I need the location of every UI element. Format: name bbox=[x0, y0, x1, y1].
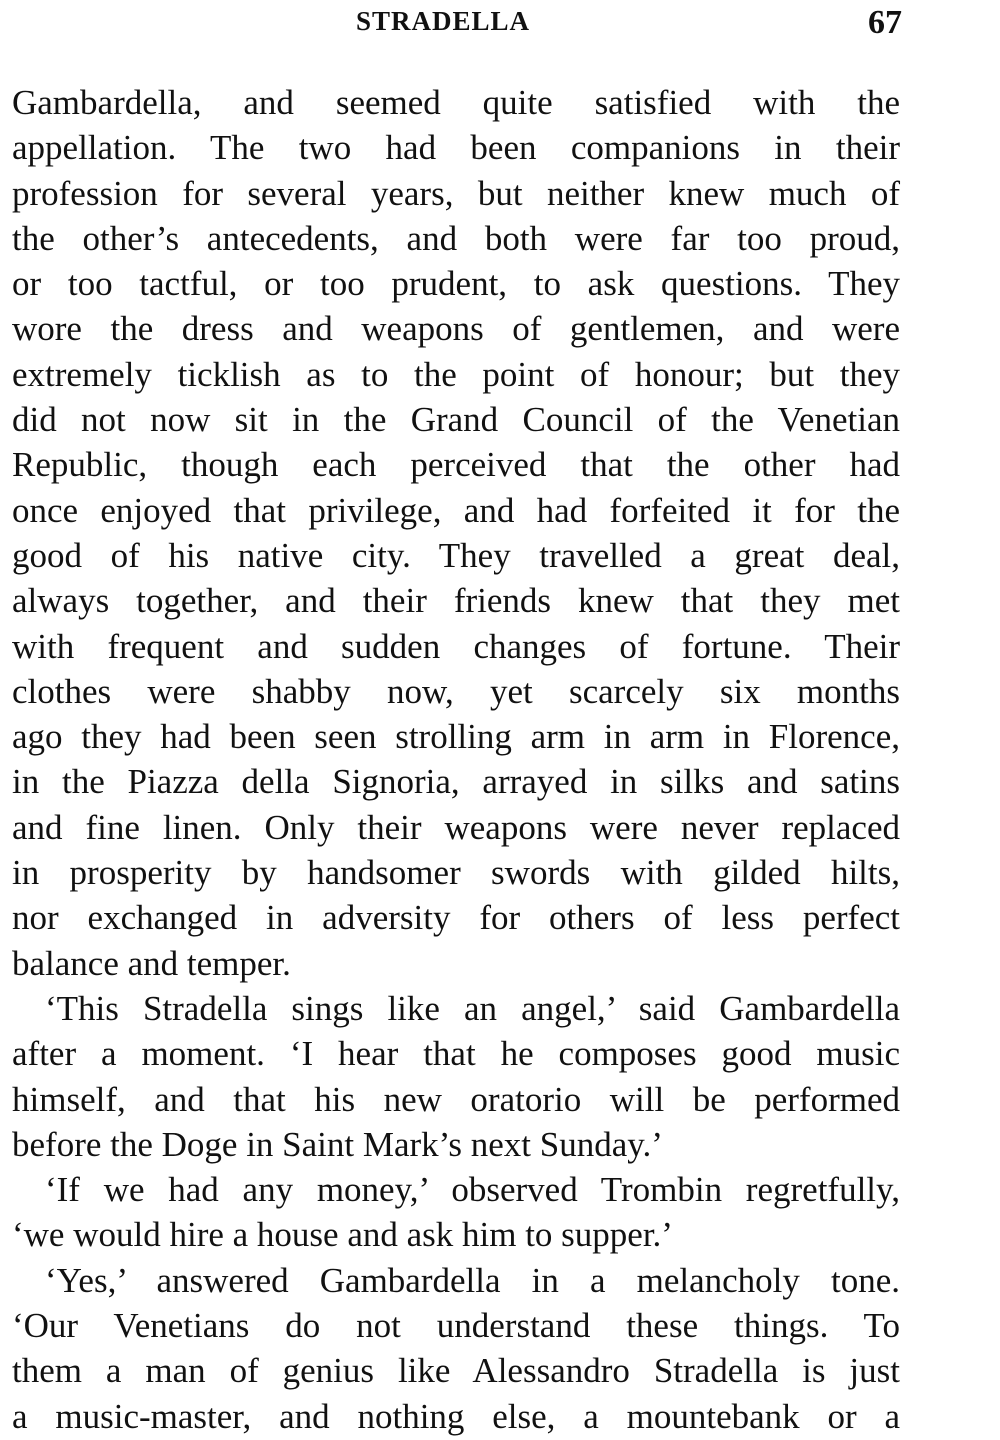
text-line: always together, and their friends knew that they met bbox=[12, 581, 900, 621]
text-line: with frequent and sudden changes of fortune. Their bbox=[12, 626, 900, 666]
text-line: ago they had been seen strolling arm in arm in Florence, bbox=[12, 717, 900, 757]
text-line: and fine linen. Only their weapons were never replaced bbox=[12, 807, 900, 847]
text-line: himself, and that his new oratorio will be performed bbox=[12, 1079, 900, 1119]
text-line: in the Piazza della Signoria, arrayed in silks and satins bbox=[12, 762, 900, 802]
text-line: balance and temper. bbox=[12, 943, 291, 983]
text-line: the other’s antecedents, and both were far too proud, bbox=[12, 218, 900, 258]
text-line: nor exchanged in adversity for others of less perfect bbox=[12, 898, 900, 938]
text-line: ‘Yes,’ answered Gambardella in a melancholy tone. bbox=[45, 1260, 900, 1300]
text-line: ‘we would hire a house and ask him to supper.’ bbox=[12, 1215, 673, 1255]
text-line: Republic, though each perceived that the other had bbox=[12, 445, 900, 485]
text-line: extremely ticklish as to the point of honour; but they bbox=[12, 354, 900, 394]
text-line: did not now sit in the Grand Council of the Venetian bbox=[12, 400, 900, 440]
body-text bbox=[12, 80, 900, 1439]
text-line: good of his native city. They travelled a great deal, bbox=[12, 535, 900, 575]
text-line: or too tactful, or too prudent, to ask questions. They bbox=[12, 264, 900, 304]
text-line: before the Doge in Saint Mark’s next Sunday.’ bbox=[12, 1124, 663, 1164]
text-line: wore the dress and weapons of gentlemen, and were bbox=[12, 309, 900, 349]
text-line: ‘Our Venetians do not understand these things. To bbox=[12, 1306, 900, 1346]
text-line: appellation. The two had been companions in their bbox=[12, 128, 900, 168]
text-line: Gambardella, and seemed quite satisfied with the bbox=[12, 83, 900, 122]
text-line: a music-master, and nothing else, a mountebank or a bbox=[12, 1396, 900, 1436]
text-line: profession for several years, but neither knew much of bbox=[12, 173, 900, 213]
running-head bbox=[0, 4, 1000, 44]
page-number: 67 bbox=[868, 4, 902, 41]
running-title: STRADELLA bbox=[356, 6, 531, 36]
text-line: them a man of genius like Alessandro Stradella is just bbox=[12, 1351, 900, 1391]
text-line: clothes were shabby now, yet scarcely six months bbox=[12, 671, 900, 711]
text-line: once enjoyed that privilege, and had forfeited it for the bbox=[12, 490, 900, 530]
text-line: ‘If we had any money,’ observed Trombin regretfully, bbox=[45, 1170, 900, 1210]
text-line: in prosperity by handsomer swords with gilded hilts, bbox=[12, 853, 900, 893]
text-line: ‘This Stradella sings like an angel,’ said Gambardella bbox=[45, 988, 900, 1028]
text-line: after a moment. ‘I hear that he composes good music bbox=[12, 1034, 900, 1074]
